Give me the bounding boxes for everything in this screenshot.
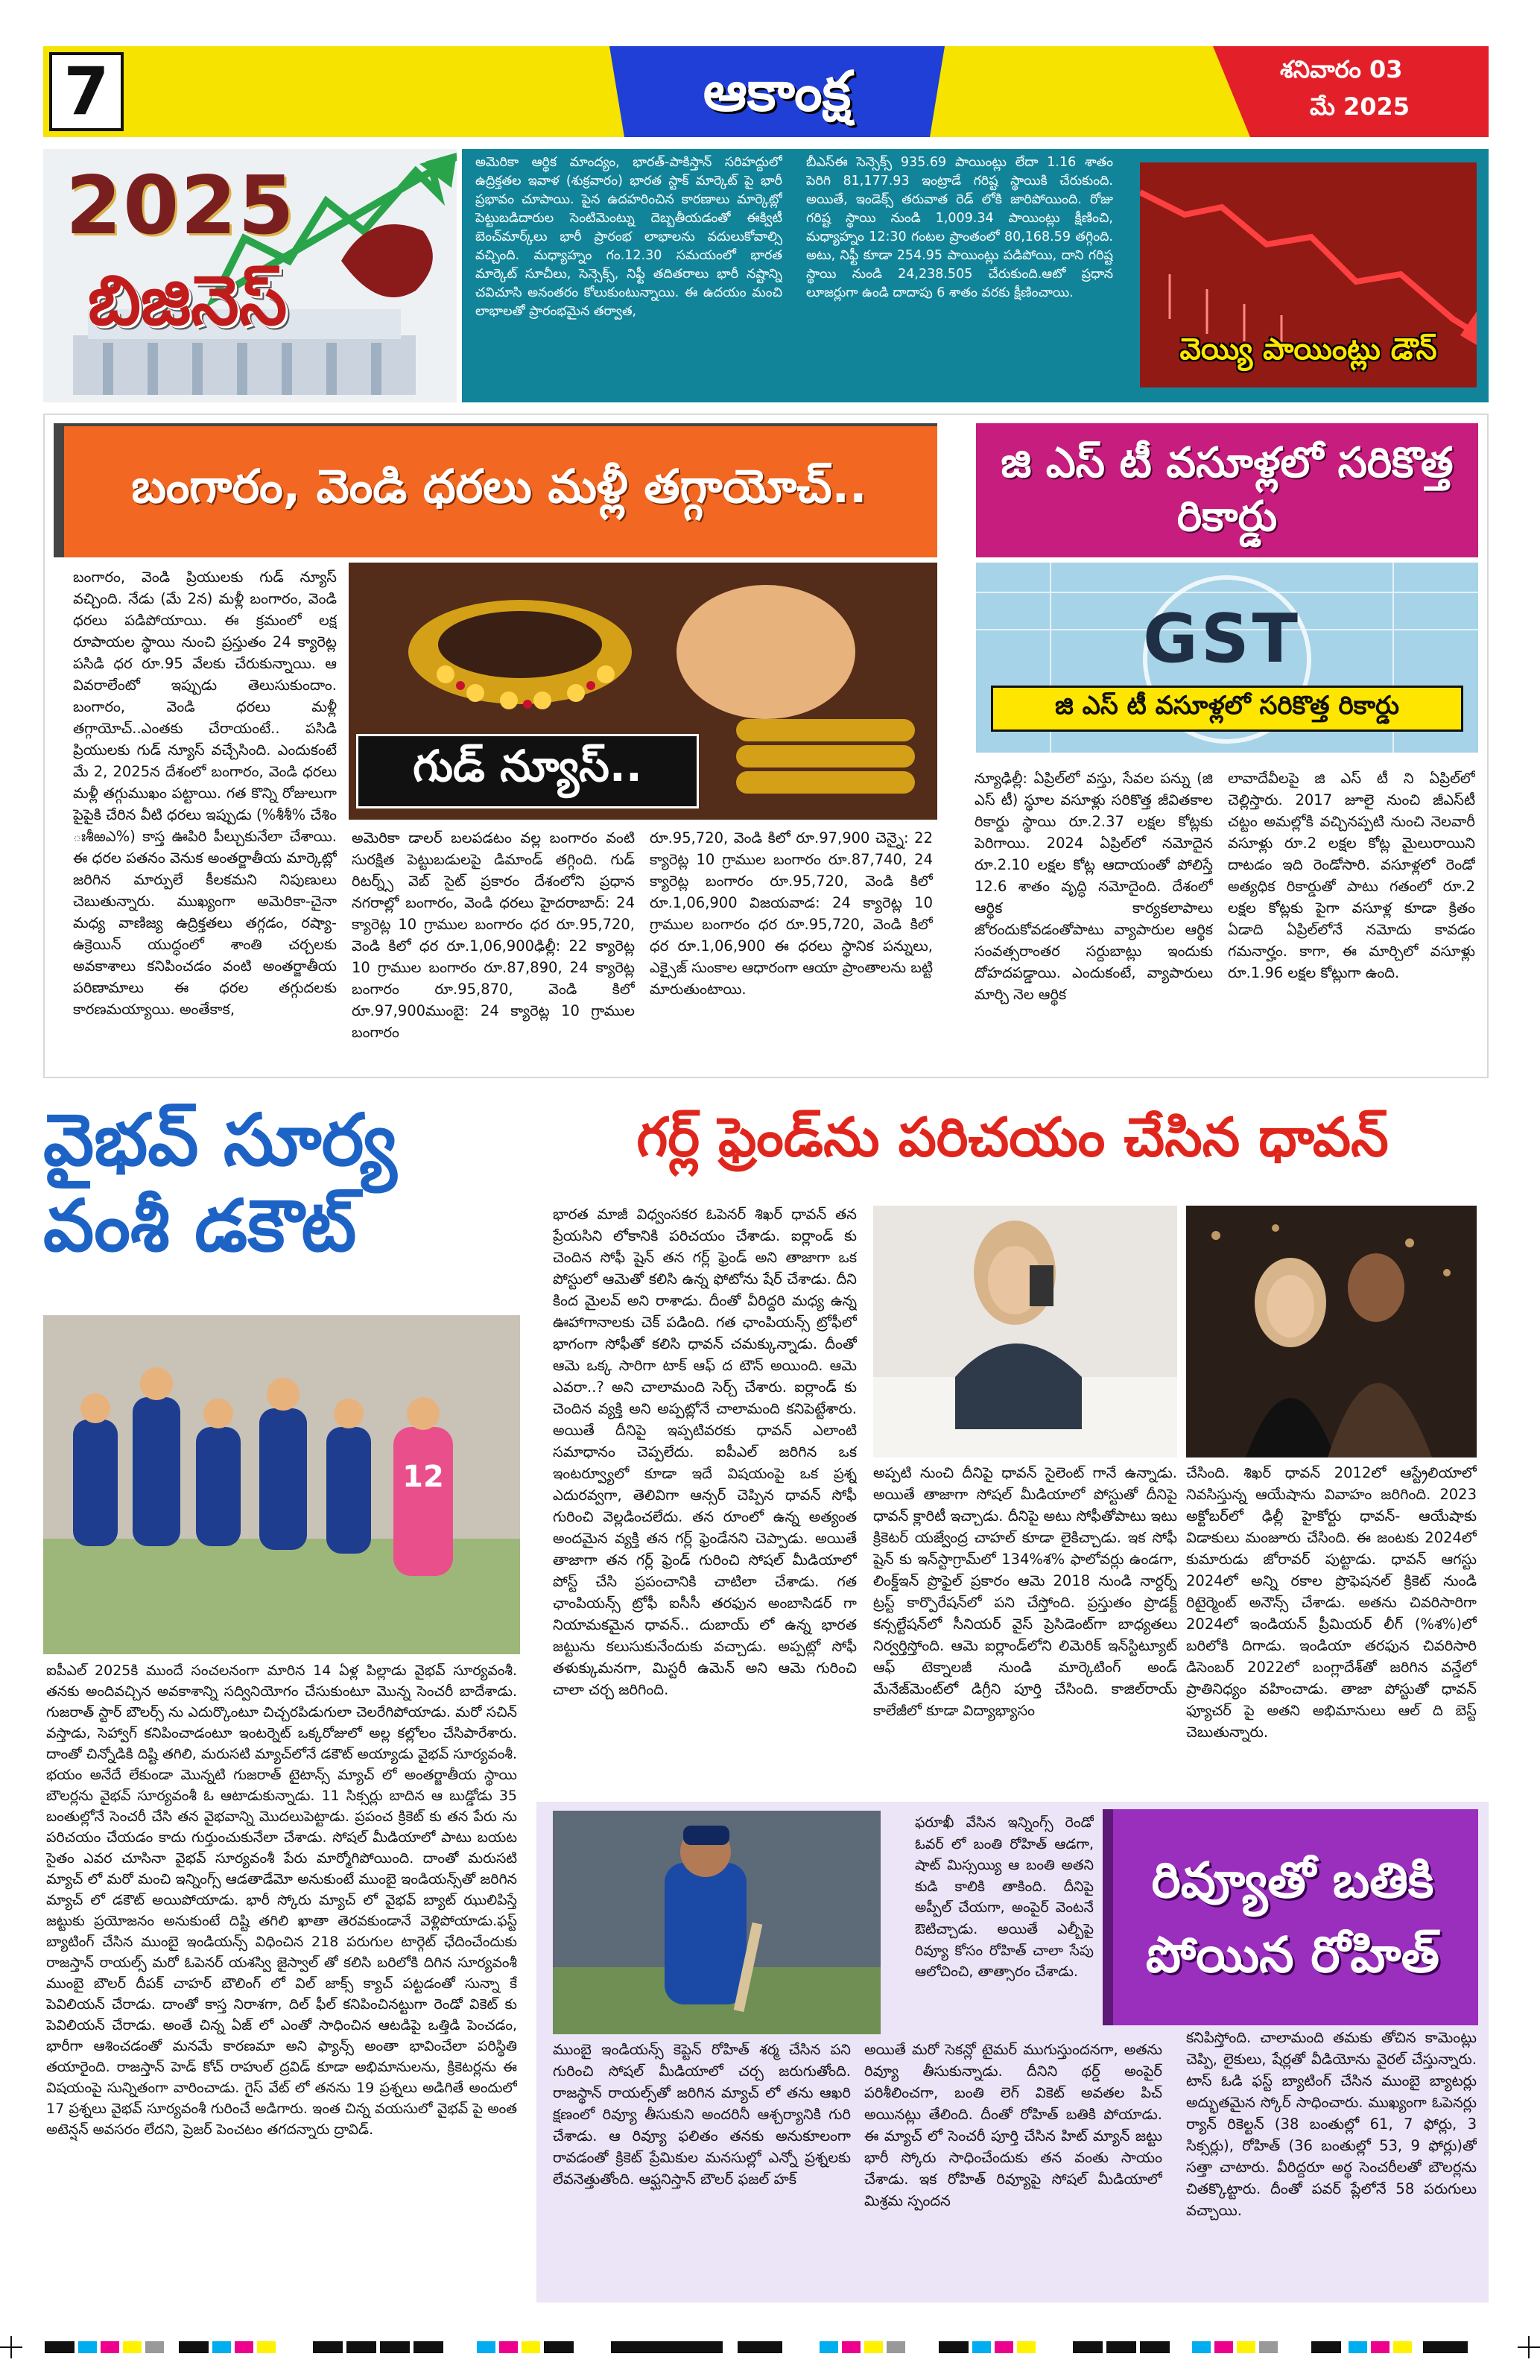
business-banner [43,149,457,402]
business-year: 2025 [66,159,296,253]
market-crash-caption: వెయ్యి పాయింట్లు డౌన్ [1179,332,1437,367]
business-column-1: అమెరికా ఆర్థిక మాంద్యం, భారత్-పాకిస్తాన్ సరిహద్దులో ఉద్రిక్తతల ఇవాళ (శుక్రవారం) భారత స్టాక్ మార్కెట్ పై భారీ ప్రభావం చూపాయి. పైన ఉదహరించిన కారణాలు మార్కెట్లో పెట్టుబడిదారుల సెంటిమెంట్ను దెబ్బతీయడంతో ఈక్విటీ బెంచ్‌మార్క్‌లు భారీ ప్రారంభ లాభాలను వదులుకోవాల్సి వచ్చింది. మధ్యాహ్నం గం.12.30 సమయంలో భారత మార్కెట్ సూచీలు, సెన్సెక్స్, నిఫ్టీ తదితరాలు భారీ నష్టాన్ని చవిచూసి అనంతరం కోలుకుంటున్నాయి. ఈ ఉదయం మంచి లాభాలతో ప్రారంభమైన తర్వాత, [475,155,782,319]
rohit-column-1: ముంబై ఇండియన్స్ కెప్టెన్ రోహిత్ శర్మ చేసిన పని గురించి సోషల్ మీడియాలో చర్చ జరుగుతోంది. రాజస్థాన్ రాయల్స్‌తో జరిగిన మ్యాచ్ లో తను ఆఖరి క్షణంలో రివ్యూ తీసుకుని అందరినీ ఆశ్చర్యానికి గురి చేశాడు. ఆ రివ్యూ ఫలితం తనకు అనుకూలంగా రావడంతో క్రికెట్ ప్రేమికుల మనసుల్లో ఎన్నో ప్రశ్నలకు లేవనెత్తుతోంది. ఆఫ్ఘనిస్తాన్ బౌలర్ ఫజల్ హక్ [553,2041,851,2188]
bangles-icon [736,719,915,794]
gold-column-3: రూ.95,720, వెండి కిలో రూ.97,900 చెన్నై: 22 క్యారెట్ల 10 గ్రాముల బంగారం రూ.87,740, 24 క్యారెట్ల బంగారం రూ.95,720, వెండి కిలో రూ.1,06,900 విజయవాడ: 24 క్యారెట్ల 10 గ్రాముల బంగారం ధర రూ.95,720, వెండి కిలో ధర రూ.1,06,900 ఈ ధరలు స్థానిక పన్నులు, ఎక్సైజ్ సుంకాల ఆధారంగా ఆయా ప్రాంతాలను బట్టి మారుతుంటాయి. [650,829,933,998]
sophie-photo [873,1206,1177,1458]
svg-text:12: 12 [402,1460,444,1494]
dhawan-column-3: చేసింది. శిఖర్ ధావన్ 2012లో ఆస్ట్రేలియాలో నివసిస్తున్న ఆయేషాను వివాహం జరిగింది. 2023 అక్టోబర్‌లో ఢిల్లీ హైకోర్టు ధావన్- ఆయేషాకు విడాకులు మంజూరు చేసింది. ఈ జంటకు 2024లో కుమారుడు జోరావర్ పుట్టాడు. ధావన్ ఆగస్టు 2024లో అన్ని రకాల ప్రొఫెషనల్ క్రికెట్ నుండి రిటైర్మెంట్ అనౌన్స్ చేశాడు. అతను చివరిసారిగా 2024లో ఇండియన్ ప్రీమియర్ లీగ్ (%శ%)లో బరిలోకి దిగాడు. ఇండియా తరఫున చివరిసారి డిసెంబర్ 2022లో బంగ్లాదేశ్‌తో జరిగిన వన్డేలో ప్రాతినిధ్యం వహించాడు. తాజా పోస్టుతో ధావన్ ఫ్యూచర్ పై అతని అభిమానులు ఆల్ ది బెస్ట్ చెబుతున్నారు. [1186,1464,1477,1741]
vaibhav-headline-line2: వంశీ డకౌట్ [43,1184,357,1267]
gst-image-label: GST [1142,600,1302,678]
rohit-batting-photo [553,1811,881,2034]
gst-image-caption: జి ఎస్ టీ వసూళ్లలో సరికొత్త రికార్డు [991,686,1463,732]
newspaper-title: ఆకాంక్ష [703,60,852,124]
rohit-column-2: అయితే మరో సెకన్లో టైమర్ ముగుస్తుందనగా, అతను రివ్యూ తీసుకున్నాడు. దీనిని థర్డ్ అంపైర్ పరిశీలించగా, బంతి లెగ్ వికెట్ అవతల పిచ్ అయినట్లు తేలింది. దీంతో రోహిత్ బతికి పోయాడు. ఈ మ్యాచ్ లో సెంచరీ పూర్తి చేసిన హిట్ మ్యాన్ జట్టు భారీ స్కోరు సాధించేందుకు తన వంతు సాయం చేశాడు. ఇక రోహిత్ రివ్యూపై సోషల్ మీడియాలో మిశ్రమ స్పందన [864,2041,1162,2209]
opponent-player-icon [393,1427,453,1576]
masthead [43,46,1489,137]
business-column-2: బీఎస్ఈ సెన్సెక్స్ 935.69 పాయింట్లు లేదా 1.16 శాతం పెరిగి 81,177.93 ఇంట్రాడే గరిష్ట స్థాయికి చేరుకుంది. అయితే, ఇండెక్స్ తరువాత రెడ్ లోకి జారిపోయింది. రోజు గరిష్ట స్థాయి నుండి 1,009.34 పాయింట్లు క్షీణించి, మధ్యాహ్నం 12:30 గంటల ప్రాంతంలో 80,168.59 తగ్గింది. అటు, నిఫ్టీ కూడా 254.95 పాయింట్లు పడిపోయి, దాని గరిష్ట స్థాయి నుండి 24,238.505 చేరుకుంది.ఆటో ప్రధాన లూజర్లుగా ఉండి దాదాపు 6 శాతం వరకు క్షీణించాయి. [806,155,1113,300]
page-number: 7 [63,53,110,130]
color-registration-strip [0,2325,1540,2377]
gst-column-1: న్యూఢిల్లీ: ఏప్రిల్‌లో వస్తు, సేవల పన్ను (జి ఎస్ టీ) స్థూల వసూళ్లు సరికొత్త జీవితకాల రికార్డు స్థాయి రూ.2.37 లక్షల కోట్లకు పెరిగాయి. 2024 ఏప్రిల్‌లో నమోదైన రూ.2.10 లక్షల కోట్ల ఆదాయంతో పోలిస్తే 12.6 శాతం వృద్ధి నమోదైంది. దేశంలో ఆర్థిక కార్యకలాపాలు జోరందుకోవడంతోపాటు వ్యాపారుల ఆర్థిక సంవత్సరాంతర సర్దుబాట్లు ఇందుకు దోహదపడ్డాయి. ఎందుకంటే, వ్యాపారులు మార్చి నెల ఆర్థిక [975,770,1213,1003]
gst-column-2: లావాదేవీలపై జి ఎస్ టీ ని ఏప్రిల్‌లో చెల్లిస్తారు. 2017 జూలై నుంచి జీఎస్‌టీ చట్టం అమల్లోకి వచ్చినప్పటి నుంచి నెలవారీ వసూళ్లు రూ.2 లక్షల కోట్ల మైలురాయిని దాటడం ఇది రెండోసారి. వసూళ్లలో రెండో అత్యధిక రికార్డుతో పాటు గతంలో రూ.2 లక్షల కోట్లకు పైగా వసూళ్ల కూడా క్రితం ఏడాది ఏప్రిల్‌లోనే నమోదు కావడం గమనార్హం. కాగా, ఈ మార్చిలో వసూళ్లు రూ.1.96 లక్షల కోట్లుగా ఉంది. [1228,770,1475,981]
phone-icon [1030,1265,1053,1306]
business-word: బిజినెస్ [88,261,288,341]
good-news-caption: గుడ్ న్యూస్.. [356,734,699,808]
sophie-selfie-photo [873,1206,1177,1458]
page-number-box [49,52,124,131]
issue-day: శనివారం 03 [1280,55,1403,83]
vaibhav-article-body: ఐపీఎల్ 2025కి ముందే సంచలనంగా మారిన 14 ఏళ్ల పిల్లాడు వైభవ్ సూర్యవంశీ. తనకు అందివచ్చిన అవకాశాన్ని సద్వినియోగం చేసుకుంటూ మొన్న సెంచరీ బాదేశాడు. గుజరాత్ స్టార్ బౌలర్స్ ను ఎదుర్కొంటూ చిచ్చరపిడుగులా చెలరేగిపోయాడు. మరో సచిన్ వస్తాడు, సెహ్వాగ్ కనిపించాడంటూ ఇంటర్నెట్ ఒక్కరోజులో అల్ల కల్లోలం చేసిపారేశారు. దాంతో చిన్నోడికి దిష్టి తగిలి, మరుసటి మ్యాచ్‌లోనే డకౌట్ అయ్యాడు వైభవ్ సూర్యవంశీ. భయం అనేదే లేకుండా మొన్నటి గుజరాత్ టైటాన్స్ మ్యాచ్ లో అంతర్జాతీయ స్థాయి బౌలర్లను వైభవ్ సూర్యవంశీ ఓ ఆటాడుకున్నాడు. 11 సిక్సర్లు బాదిన ఆ బుడ్డోడు 35 బంతుల్లోనే సెంచరీ చేసి తన వైభవాన్ని మొదలుపెట్టాడు. ప్రపంచ క్రికెట్ కు తన పేరు ను పరిచయం చేయడం కాదు గుర్తుంచుకునేలా చేశాడు. సోషల్ మీడియాలో పాటు బయట సైతం ఎవర చూసినా వైభవ్ సూర్యవంశీ పేరు మార్మోగిపోయింది. దాంతో మరుసటి మ్యాచ్ లో మరో మంచి ఇన్నింగ్స్ ఆడతాడేమో అనుకుంటే ముంబై ఇండియన్స్‌తో జరిగిన మ్యాచ్ లో డకౌట్ అయిపోయాడు. భారీ స్కోరు మ్యాచ్ లో వైభవ్ బ్యాట్ ఝులిపిస్తే జట్టుకు ప్రయోజనం అనుకుంటే దిష్టి తగిలి ఖాతా తెరవకుండానే వెళ్లిపోయాడు.ఫస్ట్ బ్యాటింగ్ చేసిన ముంబై ఇండియన్స్ విధించిన 218 పరుగుల టార్గెట్ ఛేదించేందుకు రాజస్తాన్ రాయల్స్ మరో ఓపెనర్ యశస్వి జైస్వాల్ తో కలిసి బరిలోకి దిగిన సూర్యవంశీ ముంబై బౌలర్ దీపక్ చాహర్ బౌలింగ్ లో విల్ జాక్స్ క్యాచ్ పట్టడంతో సున్నా కే పెవిలియన్ చేరాడు. దాంతో కాస్త నిరాశగా, దిల్ ఫీల్ కనిపించినట్టుగా రెండో వికెట్ కు పెవిలియన్ చేరాడు. అంతే చిన్న ఏజ్ లో ఎంతో సాధించిన ఆటడిపై ఒత్తిడి పెంచడం, భారీగా ఆశించడంతో మనమే కారణమా అని ఫ్యాన్స్ అంతా భావించేలా పరిస్థితి తయారైంది. రాజస్తాన్ హెడ్ కోచ్ రాహుల్ ద్రవిడ్ కూడా అభిమానులను, క్రికెటర్లను ఈ విషయంపై సున్నితంగా వారించాడు. గైస్ వేట్ లో తనను 19 ప్రశ్నలు అడిగితే అందులో 17 ప్రశ్నలు వైభవ్ సూర్యవంశీ గురించే అడిగారు. ఇంత చిన్న వయసులో వైభవ్ పై అంత అటెన్షన్ అవసరం లేదని, ప్రెజర్ పెంచటం తగదన్నారు ద్రావిడ్. [46,1662,517,2138]
man-face-icon [1348,1253,1404,1322]
couple-photo [1186,1206,1477,1458]
gold-column-2: అమెరికా డాలర్ బలపడటం వల్ల బంగారం వంటి సురక్షిత పెట్టుబడులపై డిమాండ్ తగ్గింది. గుడ్ రిటర్న్స్ వెబ్ సైట్ ప్రకారం దేశంలోని ప్రధాన నగరాల్లో బంగారం, వెండి ధరలు హైదరాబాద్: 24 క్యారెట్ల 10 గ్రాముల బంగారం ధర రూ.95,720, వెండి కిలో ధర రూ.1,06,900ఢిల్లీ: 22 క్యారెట్ల 10 గ్రాముల బంగారం రూ.87,890, 24 క్యారెట్ల బంగారం రూ.95,870, వెండి కిలో రూ.97,900ముంబై: 24 క్యారెట్ల 10 గ్రాముల బంగారం [352,829,635,1041]
hand-icon [676,585,855,719]
rohit-column-3: కనిపిస్తోంది. చాలామంది తమకు తోచిన కామెంట్లు చెప్పి, లైకులు, షేర్లతో వీడియోను వైరల్ చేస్తున్నారు. టాస్ ఓడి ఫస్ట్ బ్యాటింగ్ చేసిన ముంబై బ్యాటర్లు అద్భుతమైన స్కోర్ సాధించారు. ముఖ్యంగా ఓపెనర్లు ర్యాన్ రికెల్టన్ (38 బంతుల్లో 61, 7 ఫోర్లు, 3 సిక్సర్లు), రోహిత్ (36 బంతుల్లో 53, 9 ఫోర్లు)తో సత్తా చాటారు. వీరిద్దరూ అర్థ సెంచరీలతో బౌలర్లను చితక్కొట్టారు. దీంతో పవర్ ప్లేలోనే 58 పరుగులు వచ్చాయి. [1186,2029,1477,2219]
rohit-side-column: ఫరూఖీ వేసిన ఇన్నింగ్స్ రెండో ఓవర్ లో బంతి రోహిత్ ఆడగా, షాట్ మిస్సయ్యి ఆ బంతి అతని కుడి కాలికి తాకింది. దీనిపై అప్పీల్ చేయగా, అంపైర్ వెంటనే ఔటిచ్చాడు. అయితే ఎల్బీపై రివ్యూ కోసం రోహిత్ చాలా సేపు ఆలోచించి, తాత్సారం చేశాడు. [915,1814,1094,1981]
dhawan-column-1: భారత మాజీ విధ్వంసకర ఓపెనర్ శిఖర్ ధావన్ తన ప్రేయసిని లోకానికి పరిచయం చేశాడు. ఐర్లాండ్ కు చెందిన సోఫీ షైన్ తన గర్ల్ ఫ్రెండ్ అని తాజాగా ఒక పోస్టులో ఆమెతో కలిసి ఉన్న ఫోటోను షేర్ చేశాడు. దీని కింద మైలవ్ అని రాశాడు. దీంతో వీరిద్దరి మధ్య ఉన్న ఊహాగానాలకు చెక్ పడింది. గత ఛాంపియన్స్ ట్రోఫీలో భాగంగా సోఫీతో కలిసి ధావన్ చమక్కున్నాడు. దీంతో ఆమె ఒక్క సారిగా టాక్ ఆఫ్ ద టౌన్ అయింది. ఆమె ఎవరా..? అని చాలామంది సెర్చ్ చేశారు. ఐర్లాండ్ కు చెందిన వ్యక్తి అని అప్పట్లోనే చాలామంది కనిపెట్టేశారు. అయితే దీనిపై ఇప్పటివరకు ధావన్ ఎలాంటి సమాధానం చెప్పలేదు. ఐపీఎల్ జరిగిన ఒక ఇంటర్వ్యూలో కూడా ఇదే విషయంపై ఒక ప్రశ్న ఎదురవ్వగా, తెలివిగా ఆన్సర్ చెప్పిన ధావన్ సోఫీ గురించి వెల్లడించలేదు. తన రూంలో ఉన్న అత్యంత అందమైన వ్యక్తి తన గర్ల్ ఫ్రెండేనని చెప్పాడు. అయితే తాజాగా తన గర్ల్ ఫ్రెండ్ గురించి సోషల్ మీడియాలో పోస్ట్ చేసి ప్రపంచానికి చాటిలా చేశాడు. గత ఛాంపియన్స్ ట్రోఫీ ఐసీసీ తరఫున అంబాసిడర్ గా నియామకమైన ధావన్.. దుబాయ్ లో ఉన్న భారత జట్టును కలుసుకునేందుకు వచ్చాడు. అప్పట్లో సోఫీ తళుక్కుమనగా, మిస్టరీ ఉమెన్ అని ఆమె గురించి చాలా చర్చ జరిగింది. [553,1206,857,1698]
gst-headline: జి ఎస్ టీ వసూళ్లలో సరికొత్త రికార్డు [1001,439,1454,541]
cricket-team-photo [43,1315,520,1654]
rohit-photo [553,1811,881,2034]
cricket-team-image [43,1315,520,1654]
registration-marks [0,2325,1540,2377]
vaibhav-headline-line1: వైభవ్ సూర్య [43,1098,397,1182]
market-crash-image [1140,162,1477,387]
dhawan-headline: గర్ల్ ఫ్రెండ్‌ను పరిచయం చేసిన ధావన్ [636,1106,1389,1168]
dhawan-column-2: అప్పటి నుంచి దీనిపై ధావన్ సైలెంట్ గానే ఉన్నాడు. అయితే తాజాగా సోషల్ మీడియాలో పోస్టుతో దీనిపై ధావన్ క్లారిటీ ఇచ్చాడు. దీనిపై అటు సోఫీతోపాటు ఇటు క్రికెటర్ యజ్వేంద్ర చాహల్ కూడా లైకిచ్చాడు. ఇక సోఫీ షైన్ కు ఇన్‌స్టాగ్రామ్‌లో 134%శ% ఫాలోవర్లు ఉండగా, లింక్డ్ఇన్ ప్రొఫైల్ ప్రకారం ఆమె 2018 నుండి నార్దర్న్ ట్రస్ట్ కార్పొరేషన్‌లో పని చేస్తోంది. ప్రస్తుతం ప్రొడక్ట్ కన్సల్టేషన్‌లో సీనియర్ వైస్ ప్రెసిడెంట్‌గా బాధ్యతలు నిర్వర్తిస్తోంది. ఆమె ఐర్లాండ్‌లోని లిమెరిక్ ఇన్‌స్టిట్యూట్ ఆఫ్ టెక్నాలజీ నుండి మార్కెటింగ్ అండ్ మేనేజ్‌మెంట్‌లో డిగ్రీని పూర్తి చేసింది. కాజిల్‌రాయ్ కాలేజీలో కూడా విద్యాభ్యాసం [873,1464,1177,1719]
gold-headline: బంగారం, వెండి ధరలు మళ్లీ తగ్గాయోచ్.. [131,459,867,513]
gold-jewellery-image [349,563,937,820]
issue-month-year: మే 2025 [1310,92,1410,121]
cap-icon [683,1826,729,1845]
rohit-headline: రివ్యూతో బతికి పోయిన రోహిత్ [1146,1852,1439,1984]
mumbai-jersey-icon [665,1863,747,2004]
gold-column-1: బంగారం, వెండి ప్రియులకు గుడ్ న్యూస్ వచ్చింది. నేడు (మే 2న) మళ్లీ బంగారం, వెండి ధరలు పడిపోయాయి. ఈ క్రమంలో లక్ష రూపాయల స్థాయి నుంచి ప్రస్తుతం 24 క్యారెట్ల పసిడి ధర రూ.95 వేలకు చేరుకున్నాయి. ఆ వివరాలేంటో ఇప్పుడు తెలుసుకుందాం. బంగారం, వెండి ధరలు మళ్లీ తగ్గాయోచ్..ఎంతకు చేరాయంటే.. పసిడి ప్రియులకు గుడ్ న్యూస్ వచ్చేసింది. ఎందుకంటే మే 2, 2025న దేశంలో బంగారం, వెండి ధరలు మళ్లీ తగ్గుముఖం పట్టాయి. గత కొన్ని రోజులుగా పైపైకి చేరిన వీటి ధరలు ఇప్పుడు (%శీశీ% చేశిం ఃశీఱఎ%) కాస్త ఊపిరి పీల్చుకునేలా చేశాయి. ఈ ధరల పతనం వెనుక అంతర్జాతీయ మార్కెట్లో జరిగిన మార్పులే కీలకమని నిపుణులు చెబుతున్నారు. ముఖ్యంగా అమెరికా-చైనా మధ్య వాణిజ్య ఉద్రిక్తతలు తగ్గడం, రష్యా-ఉక్రెయిన్ యుద్ధంలో శాంతి చర్చలకు అవకాశాలు కనిపించడం వంటి అంతర్జాతీయ పరిణామాలు ఈ ధరల తగ్గుదలకు కారణమయ్యాయి. అంతేకాక, [73,569,337,1018]
dhawan-couple-photo [1186,1206,1477,1458]
gst-image [976,563,1478,753]
